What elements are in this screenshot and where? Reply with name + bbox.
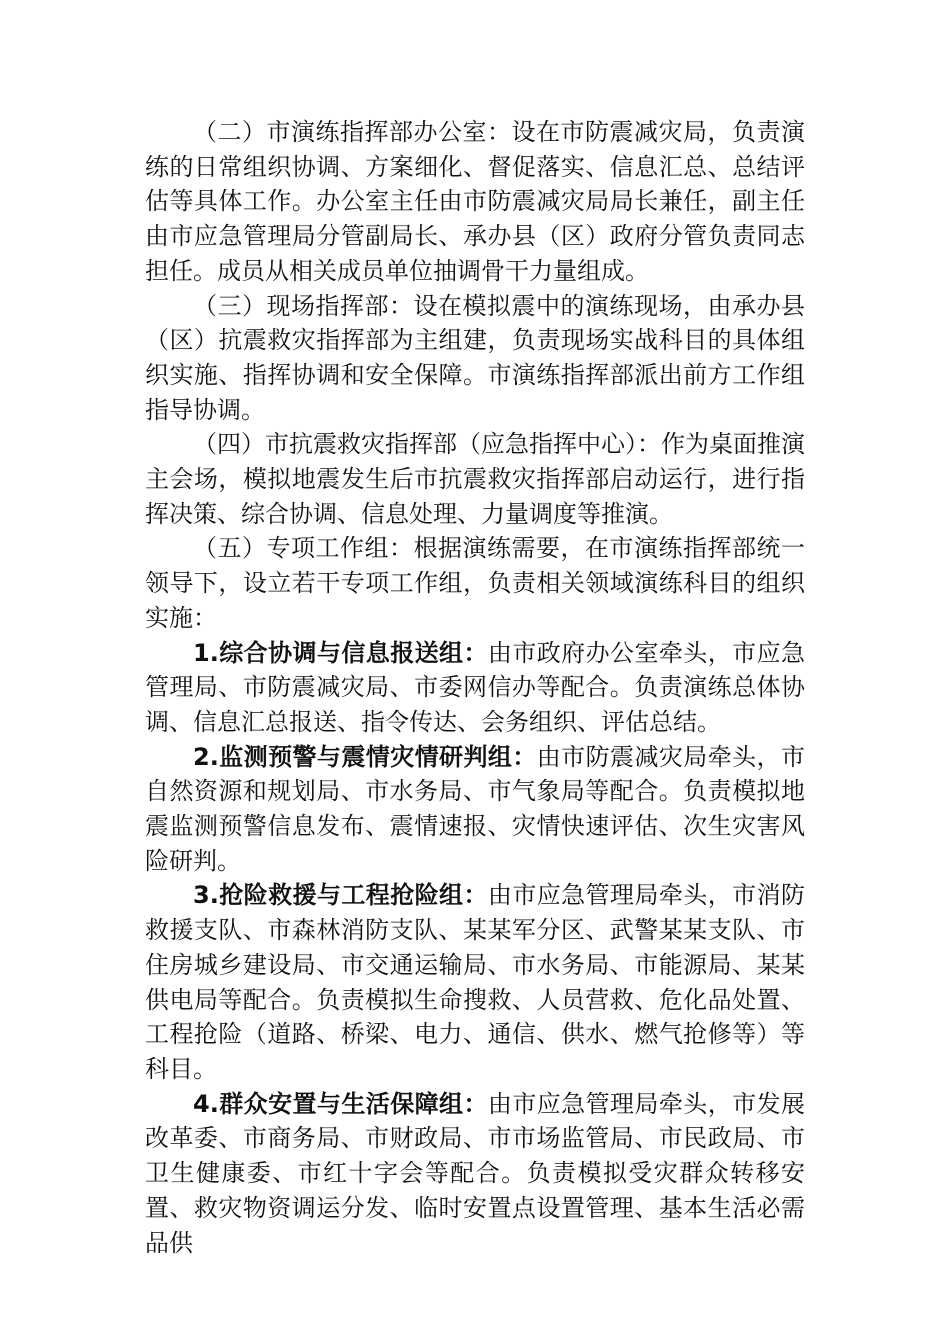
item-coordination-group [145,636,805,740]
paragraph-office [145,115,805,289]
paragraph-text: （二）市演练指挥部办公室：设在市防震减灾局，负责演练的日常组织协调、方案细化、督促落实、信息汇总、总结评估等具体工作。办公室主任由市防震减灾局局长兼任，副主任由市应急管理局分管副局长、承办县（区）政府分管负责同志担任。成员从相关成员单位抽调骨干力量组成。 [145,118,805,285]
item-title: 4.群众安置与生活保障组： [193,1089,488,1118]
paragraph-working-groups [145,531,805,635]
item-title: 3.抢险救援与工程抢险组： [193,881,488,910]
item-rescue-group [145,878,805,1086]
item-title: 2.监测预警与震情灾情研判组： [193,742,537,771]
item-text: 由市政府办公室牵头，市应急管理局、市防震减灾局、市委网信办等配合。负责演练总体协调、信息汇总报送、指令传达、会务组织、评估总结。 [145,638,805,736]
paragraph-text: （三）现场指挥部：设在模拟震中的演练现场，由承办县（区）抗震救灾指挥部为主组建，负责现场实战科目的具体组织实施、指挥协调和安全保障。市演练指挥部派出前方工作组指导协调。 [145,291,805,424]
paragraph-city-command [145,427,805,531]
item-text: 由市应急管理局牵头，市消防救援支队、市森林消防支队、某某军分区、武警某某支队、市住房城乡建设局、市交通运输局、市水务局、市能源局、某某供电局等配合。负责模拟生命搜救、人员营救、危化品处置、工程抢险（道路、桥梁、电力、通信、供水、燃气抢修等）等科目。 [145,881,805,1083]
paragraph-text: （五）专项工作组：根据演练需要，在市演练指挥部统一领导下，设立若干专项工作组，负责相关领域演练科目的组织实施： [145,534,805,632]
paragraph-field-command [145,289,805,428]
item-title: 1.综合协调与信息报送组： [193,638,488,667]
item-text: 由市应急管理局牵头，市发展改革委、市商务局、市财政局、市市场监管局、市民政局、市卫生健康委、市红十字会等配合。负责模拟受灾群众转移安置、救灾物资调运分发、临时安置点设置管理、基本生活必需品供 [145,1089,805,1257]
paragraph-text: （四）市抗震救灾指挥部（应急指挥中心）：作为桌面推演主会场，模拟地震发生后市抗震救灾指挥部启动运行，进行指挥决策、综合协调、信息处理、力量调度等推演。 [145,430,805,528]
item-resettlement-group [145,1087,805,1261]
document-body [145,115,805,1260]
item-text: 由市防震减灾局牵头，市自然资源和规划局、市水务局、市气象局等配合。负责模拟地震监测预警信息发布、震情速报、灾情快速评估、次生灾害风险研判。 [145,742,805,875]
item-monitoring-group [145,740,805,879]
